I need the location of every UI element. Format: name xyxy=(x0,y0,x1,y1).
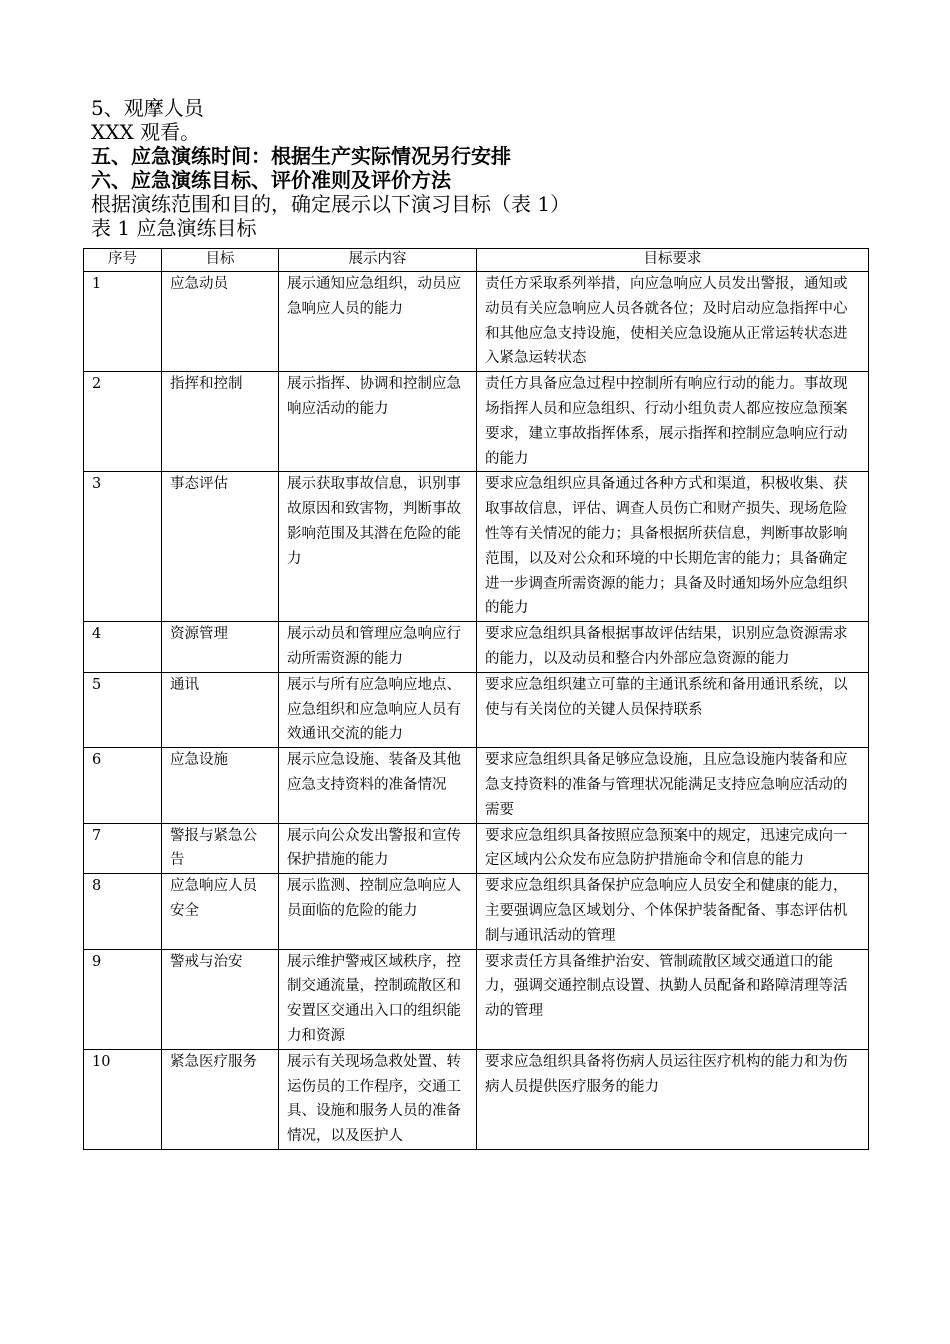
header-requirement: 目标要求 xyxy=(477,249,869,272)
row-requirement: 要求应急组织具备足够应急设施，且应急设施内装备和应急支持资料的准备与管理状况能满足支持应急响应活动的需要 xyxy=(477,748,869,823)
table-body xyxy=(84,272,869,1150)
row-number: 7 xyxy=(84,823,162,874)
row-content: 展示向公众发出警报和宣传保护措施的能力 xyxy=(279,823,477,874)
row-goal: 通讯 xyxy=(162,672,279,747)
intro-paragraph: 根据演练范围和目的，确定展示以下演习目标（表 1） xyxy=(91,192,571,216)
row-requirement: 要求应急组织应具备通过各种方式和渠道，积极收集、获取事故信息，评估、调查人员伤亡和财产损失、现场危险性等有关情况的能力；具备根据所获信息，判断事故影响范围，以及对公众和环境的中长期危害的能力；具备确定进一步调查所需资源的能力；具备及时通知场外应急组织的能力 xyxy=(477,472,869,622)
row-requirement: 要求应急组织建立可靠的主通讯系统和备用通讯系统，以使与有关岗位的关键人员保持联系 xyxy=(477,672,869,747)
row-content: 展示有关现场急救处置、转运伤员的工作程序，交通工具、设施和服务人员的准备情况，以及医护人 xyxy=(279,1049,477,1149)
row-requirement: 要求应急组织具备按照应急预案中的规定，迅速完成向一定区域内公众发布应急防护措施命令和信息的能力 xyxy=(477,823,869,874)
row-content: 展示指挥、协调和控制应急响应活动的能力 xyxy=(279,372,477,472)
row-number: 3 xyxy=(84,472,162,622)
row-content: 展示监测、控制应急响应人员面临的危险的能力 xyxy=(279,874,477,949)
row-number: 1 xyxy=(84,272,162,372)
row-number: 4 xyxy=(84,622,162,673)
table-row xyxy=(84,472,869,622)
row-number: 6 xyxy=(84,748,162,823)
table-row xyxy=(84,874,869,949)
section-six-heading: 六、应急演练目标、评价准则及评价方法 xyxy=(91,168,451,192)
table-row xyxy=(84,672,869,747)
row-goal: 警戒与治安 xyxy=(162,949,279,1049)
row-goal: 指挥和控制 xyxy=(162,372,279,472)
row-number: 2 xyxy=(84,372,162,472)
section-five-heading: 五、应急演练时间：根据生产实际情况另行安排 xyxy=(91,144,511,168)
table-row xyxy=(84,372,869,472)
row-requirement: 要求应急组织具备保护应急响应人员安全和健康的能力，主要强调应急区域划分、个体保护装备配备、事态评估机制与通讯活动的管理 xyxy=(477,874,869,949)
row-requirement: 要求责任方具备维护治安、管制疏散区域交通道口的能力，强调交通控制点设置、执勤人员配备和路障清理等活动的管理 xyxy=(477,949,869,1049)
header-num: 序号 xyxy=(84,249,162,272)
row-requirement: 要求应急组织具备根据事故评估结果，识别应急资源需求的能力，以及动员和整合内外部应急资源的能力 xyxy=(477,622,869,673)
row-requirement: 要求应急组织具备将伤病人员运往医疗机构的能力和为伤病人员提供医疗服务的能力 xyxy=(477,1049,869,1149)
table-row xyxy=(84,949,869,1049)
row-number: 5 xyxy=(84,672,162,747)
row-goal: 资源管理 xyxy=(162,622,279,673)
row-goal: 应急设施 xyxy=(162,748,279,823)
row-goal: 警报与紧急公告 xyxy=(162,823,279,874)
table-row xyxy=(84,748,869,823)
table-header-row xyxy=(84,249,869,272)
row-requirement: 责任方采取系列举措，向应急响应人员发出警报，通知或动员有关应急响应人员各就各位；及时启动应急指挥中心和其他应急支持设施，使相关应急设施从正常运转状态进入紧急运转状态 xyxy=(477,272,869,372)
header-content: 展示内容 xyxy=(279,249,477,272)
observer-text: XXX 观看。 xyxy=(91,120,201,144)
row-goal: 紧急医疗服务 xyxy=(162,1049,279,1149)
table-row xyxy=(84,622,869,673)
row-content: 展示与所有应急响应地点、应急组织和应急响应人员有效通讯交流的能力 xyxy=(279,672,477,747)
table-row xyxy=(84,1049,869,1149)
row-number: 9 xyxy=(84,949,162,1049)
row-number: 8 xyxy=(84,874,162,949)
row-content: 展示动员和管理应急响应行动所需资源的能力 xyxy=(279,622,477,673)
table-row xyxy=(84,272,869,372)
intro-section xyxy=(91,96,871,240)
row-goal: 应急响应人员安全 xyxy=(162,874,279,949)
row-number: 10 xyxy=(84,1049,162,1149)
table-row xyxy=(84,823,869,874)
row-goal: 应急动员 xyxy=(162,272,279,372)
row-content: 展示通知应急组织，动员应急响应人员的能力 xyxy=(279,272,477,372)
table-caption: 表 1 应急演练目标 xyxy=(91,216,257,240)
row-content: 展示获取事故信息，识别事故原因和致害物，判断事故影响范围及其潜在危险的能力 xyxy=(279,472,477,622)
drill-goals-table xyxy=(83,248,869,1150)
row-requirement: 责任方具备应急过程中控制所有响应行动的能力。事故现场指挥人员和应急组织、行动小组负责人都应按应急预案要求，建立事故指挥体系，展示指挥和控制应急响应行动的能力 xyxy=(477,372,869,472)
row-content: 展示维护警戒区域秩序，控制交通流量，控制疏散区和安置区交通出入口的组织能力和资源 xyxy=(279,949,477,1049)
row-goal: 事态评估 xyxy=(162,472,279,622)
observer-heading: 5、观摩人员 xyxy=(91,96,204,120)
header-goal: 目标 xyxy=(162,249,279,272)
row-content: 展示应急设施、装备及其他应急支持资料的准备情况 xyxy=(279,748,477,823)
